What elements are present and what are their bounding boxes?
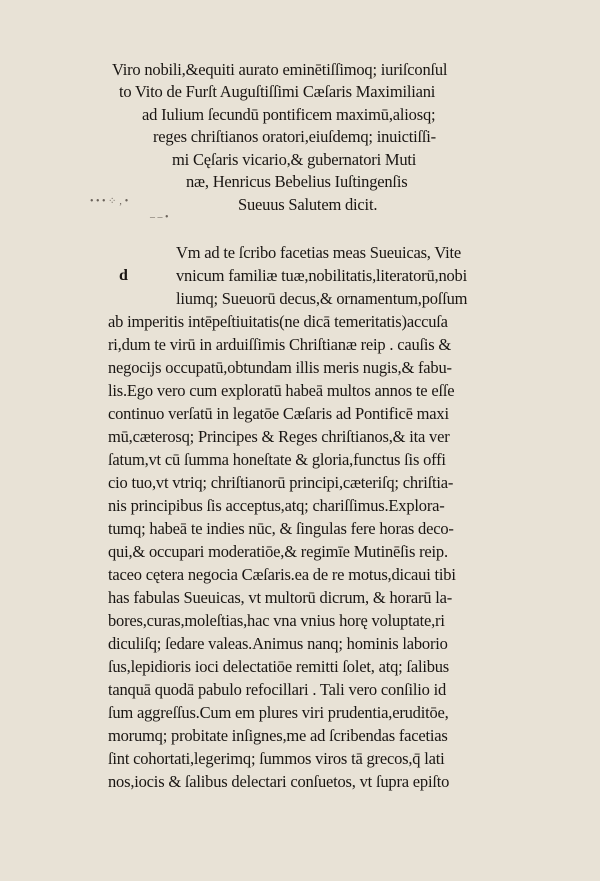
page-smudge-mark-2: – – • (150, 212, 169, 223)
heading-line: næ, Henricus Bebelius Iuſtingenſis (186, 172, 408, 191)
body-line: ſint cohortati,legerimq; ſummos viros tā grecos,q̄ lati (108, 749, 445, 768)
body-line: tanquā quodā pabulo refocillari . Tali vero conſilio id (108, 680, 447, 699)
body-line: qui,& occupari moderatiōe,& regimīe Mutinēſis reip. (108, 542, 448, 561)
body-line: has fabulas Sueuicas, vt multorū dicrum, & horarū la- (108, 588, 453, 607)
body-line: Vm ad te ſcribo facetias meas Sueuicas, Vite (176, 243, 461, 262)
body-line: vnicum familiæ tuæ,nobilitatis,literatorū,nobi (176, 266, 467, 285)
body-line: negocijs occupatū,obtundam illis meris nugis,& fabu- (108, 358, 452, 377)
body-line: lis.Ego vero cum exploratū habeā multos annos te eſſe (108, 381, 455, 400)
page-smudge-mark: • • • ⁘ ‚ • (90, 196, 129, 207)
body-line: liumq; Sueuorū decus,& ornamentum,poſſum (176, 289, 468, 308)
heading-line: Sueuus Salutem dicit. (238, 195, 378, 214)
body-line: morumq; probitate inſignes,me ad ſcribendas facetias (108, 726, 448, 745)
body-line: mū,cæterosq; Principes & Reges chriſtianos,& ita ver (108, 427, 450, 446)
body-line: taceo cętera negocia Cæſaris.ea de re motus,dicaui tibi (108, 565, 456, 584)
drop-initial: d (119, 267, 128, 284)
body-line: ri,dum te virū in arduiſſimis Chriſtianæ reip . cauſis & (108, 335, 452, 354)
body-line: diculiſq; ſedare valeas.Animus nanq; hominis laborio (108, 634, 448, 653)
body-line: nis principibus ſis acceptus,atq; chariſſimus.Explora- (108, 496, 445, 515)
body-line: ab imperitis intēpeſtiuitatis(ne dicā temeritatis)accuſa (108, 312, 448, 331)
body-line: nos,iocis & ſalibus delectari conſuetos, vt ſupra epiſto (108, 772, 450, 791)
heading-line: mi Cęſaris vicario,& gubernatori Muti (172, 150, 417, 169)
body-line: tumq; habeā te indies nūc, & ſingulas fere horas deco- (108, 519, 454, 538)
body-line: ſum aggreſſus.Cum em plures viri prudentia,eruditōe, (108, 703, 449, 722)
body-line: bores,curas,moleſtias,hac vna vnius horę voluptate,ri (108, 611, 445, 630)
heading-line: Viro nobili,&equiti aurato eminētiſſimoq; iuriſconſul (112, 60, 448, 79)
body-line: ſatum,vt cū ſumma honeſtate & gloria,functus ſis offi (108, 450, 446, 469)
heading-line: reges chriſtianos oratori,eiuſdemq; inuictiſſi- (153, 127, 436, 146)
body-line: continuo verſatū in legatōe Cæſaris ad Pontificē maxi (108, 404, 449, 423)
heading-line: ad Iulium ſecundū pontificem maximū,aliosq; (142, 105, 436, 124)
body-line: ſus,lepidioris ioci delectatiōe remitti ſolet, atq; ſalibus (108, 657, 450, 676)
body-line: cio tuo,vt vtriq; chriſtianorū principi,cæteriſq; chriſtia- (108, 473, 454, 492)
heading-line: to Vito de Furſt Auguſtiſſimi Cæſaris Maximiliani (119, 82, 436, 101)
